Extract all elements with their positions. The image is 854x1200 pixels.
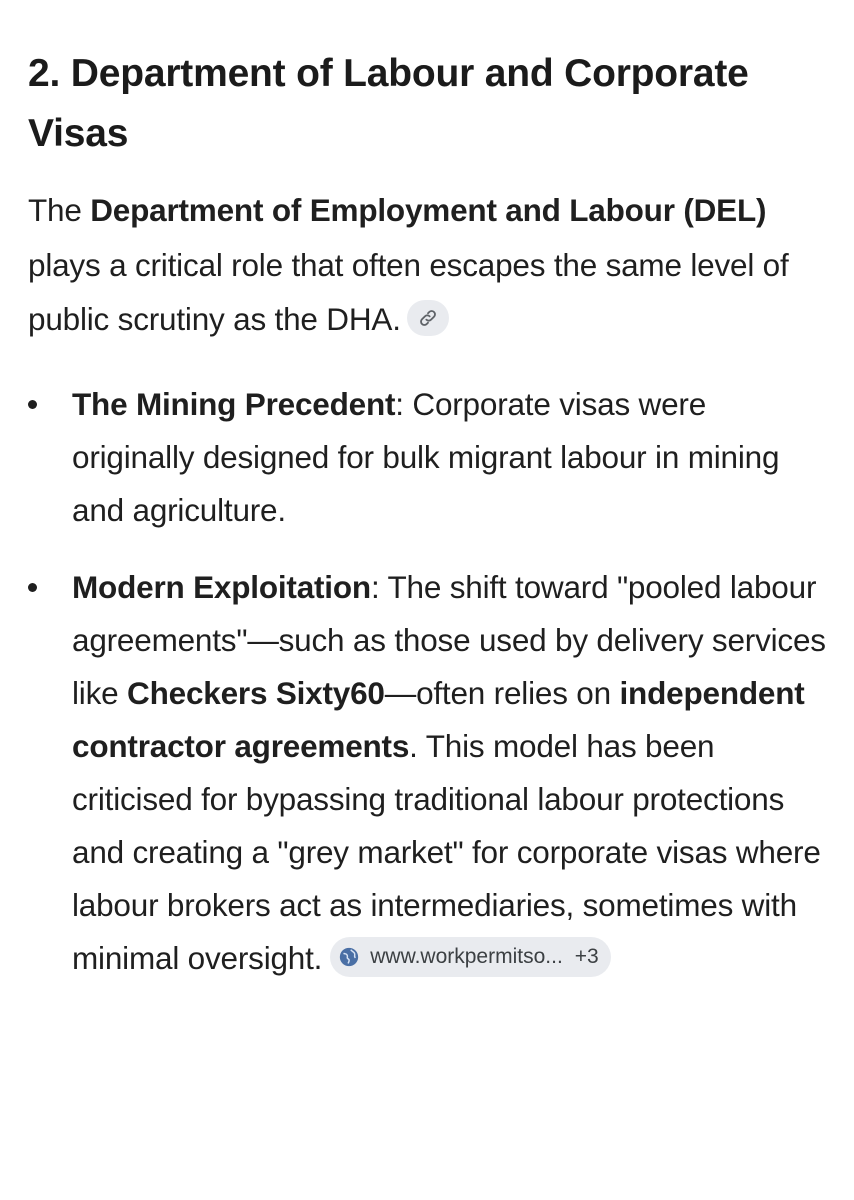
source-chip-count: +3: [574, 945, 599, 969]
section-heading: 2. Department of Labour and Corporate Visas: [28, 52, 749, 155]
bullet-dot: [28, 400, 37, 409]
source-chip-label: www.workpermitso...: [370, 945, 563, 969]
list-item: [28, 561, 828, 985]
intro-text-2: plays a critical role that often escapes the same level of public scrutiny as the DHA.: [28, 246, 789, 337]
link-icon: [418, 308, 438, 328]
intro-bold-del: Department of Employment and Labour (DEL): [90, 192, 767, 228]
bullet-text-2: —often relies on: [384, 675, 620, 711]
bullet-bold-checkers: Checkers Sixty60: [127, 675, 385, 711]
bullet-bold-contractor: independent contractor agreements: [72, 675, 805, 764]
bullet-title-mining: The Mining Precedent: [72, 386, 396, 422]
intro-text-1: The: [28, 192, 91, 228]
list-item: [28, 378, 828, 537]
source-link-chip[interactable]: [407, 300, 449, 336]
response-content: [28, 44, 828, 1009]
bullet-text-1: : The shift toward "pooled labour agreements"—such as those used by delivery services like: [72, 569, 826, 711]
globe-icon: [338, 946, 360, 968]
source-chip[interactable]: [330, 937, 611, 977]
intro-paragraph: [28, 183, 828, 347]
bullet-dot: [28, 583, 37, 592]
bullet-text-mining: : Corporate visas were originally designed for bulk migrant labour in mining and agriculture.: [72, 386, 780, 528]
bullet-title-exploitation: Modern Exploitation: [72, 569, 371, 605]
bullet-text-3: . This model has been criticised for bypassing traditional labour protections and creating a "grey market" for corporate visas where labour brokers act as intermediaries, sometimes with minimal oversight.: [72, 728, 821, 976]
bullet-list: [28, 378, 828, 985]
